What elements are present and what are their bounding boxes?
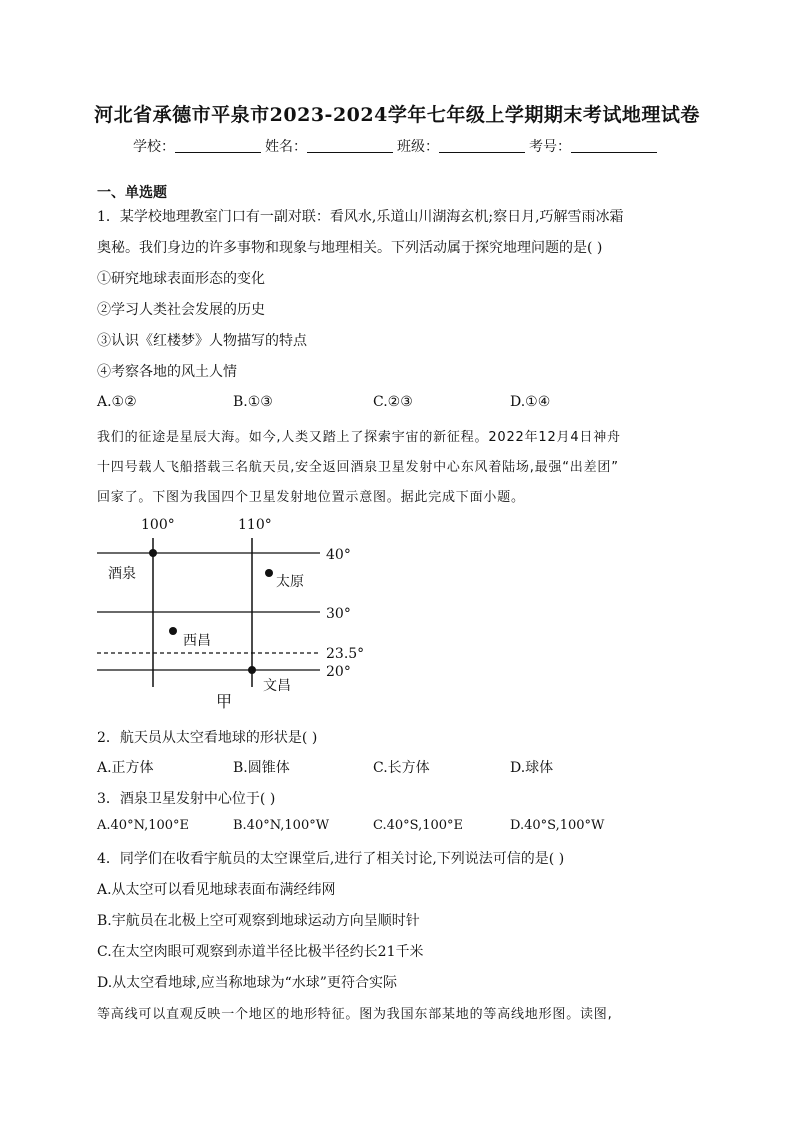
school-blank: [175, 138, 261, 153]
lat-label-40: 40°: [326, 547, 351, 563]
exam-title: 河北省承德市平泉市2023-2024学年七年级上学期期末考试地理试卷: [94, 104, 700, 126]
q4-option-c: C.在太空肉眼可观察到赤道半径比极半径约长21千米: [97, 944, 424, 960]
q4-option-d: D.从太空看地球,应当称地球为“水球”更符合实际: [97, 975, 397, 991]
q2-option-c: C.长方体: [373, 760, 430, 776]
q2-option-b: B.圆锥体: [233, 760, 290, 776]
lat-label-20: 20°: [326, 664, 351, 680]
q3-option-d: D.40°S,100°W: [510, 818, 605, 833]
school-label: 学校：: [133, 139, 175, 155]
q1-item-4: ④考察各地的风土人情: [97, 364, 237, 380]
class-blank: [439, 138, 525, 153]
q1-item-1: ①研究地球表面形态的变化: [97, 271, 265, 287]
passage2-line1: 等高线可以直观反映一个地区的地形特征。图为我国东部某地的等高线地形图。读图,: [97, 1007, 613, 1022]
q2-option-a: A.正方体: [97, 760, 154, 776]
jiuquan-label: 酒泉: [108, 566, 136, 582]
q3-stem: 3．酒泉卫星发射中心位于( ): [97, 791, 276, 807]
q1-option-a: A.①②: [97, 394, 137, 410]
q3-option-b: B.40°N,100°W: [233, 818, 330, 833]
wenchang-label: 文昌: [263, 678, 291, 694]
q1-option-d: D.①④: [510, 394, 551, 410]
name-label: 姓名：: [265, 139, 307, 155]
section-title: 一、单选题: [97, 185, 167, 201]
q4-stem: 4．同学们在收看宇航员的太空课堂后,进行了相关讨论,下列说法可信的是( ): [97, 851, 565, 867]
passage1-line3: 回家了。下图为我国四个卫星发射地位置示意图。据此完成下面小题。: [97, 490, 525, 505]
wenchang-dot: [248, 666, 256, 674]
q4-option-a: A.从太空可以看见地球表面布满经纬网: [97, 882, 336, 898]
q1-stem-line2: 奥秘。我们身边的许多事物和现象与地理相关。下列活动属于探究地理问题的是( ): [97, 240, 603, 256]
q1-stem-line1: 1．某学校地理教室门口有一副对联：看风水,乐道山川湖海玄机;察日月,巧解雪雨冰霜: [97, 209, 624, 225]
q1-item-2: ②学习人类社会发展的历史: [97, 302, 265, 318]
lon-label-110: 110°: [238, 517, 272, 533]
jiuquan-dot: [149, 549, 157, 557]
q2-stem: 2．航天员从太空看地球的形状是( ): [97, 730, 318, 746]
xichang-label: 西昌: [183, 633, 211, 649]
lat-label-30: 30°: [326, 606, 351, 622]
q4-option-b: B.宇航员在北极上空可观察到地球运动方向呈顺时针: [97, 913, 420, 929]
xichang-dot: [169, 627, 177, 635]
launch-sites-map: [90, 510, 380, 715]
taiyuan-label: 太原: [276, 574, 304, 590]
q1-option-b: B.①③: [233, 394, 273, 410]
passage1-line2: 十四号载人飞船搭载三名航天员,安全返回酒泉卫星发射中心东风着陆场,最强“出差团”: [97, 460, 619, 475]
name-blank: [307, 138, 393, 153]
taiyuan-dot: [265, 569, 273, 577]
number-blank: [571, 138, 657, 153]
number-label: 考号：: [529, 139, 571, 155]
q1-option-c: C.②③: [373, 394, 413, 410]
passage1-line1: 我们的征途是星辰大海。如今,人类又踏上了探索宇宙的新征程。2022年12月4日神舟: [97, 430, 621, 445]
lon-label-100: 100°: [141, 517, 175, 533]
class-label: 班级：: [397, 139, 439, 155]
student-info-row: [0, 136, 794, 156]
map-caption: 甲: [216, 692, 233, 711]
q3-option-c: C.40°S,100°E: [373, 818, 464, 833]
q2-option-d: D.球体: [510, 760, 554, 776]
q1-item-3: ③认识《红楼梦》人物描写的特点: [97, 333, 307, 349]
lat-label-tropic: 23.5°: [326, 646, 365, 662]
q3-option-a: A.40°N,100°E: [97, 818, 190, 833]
